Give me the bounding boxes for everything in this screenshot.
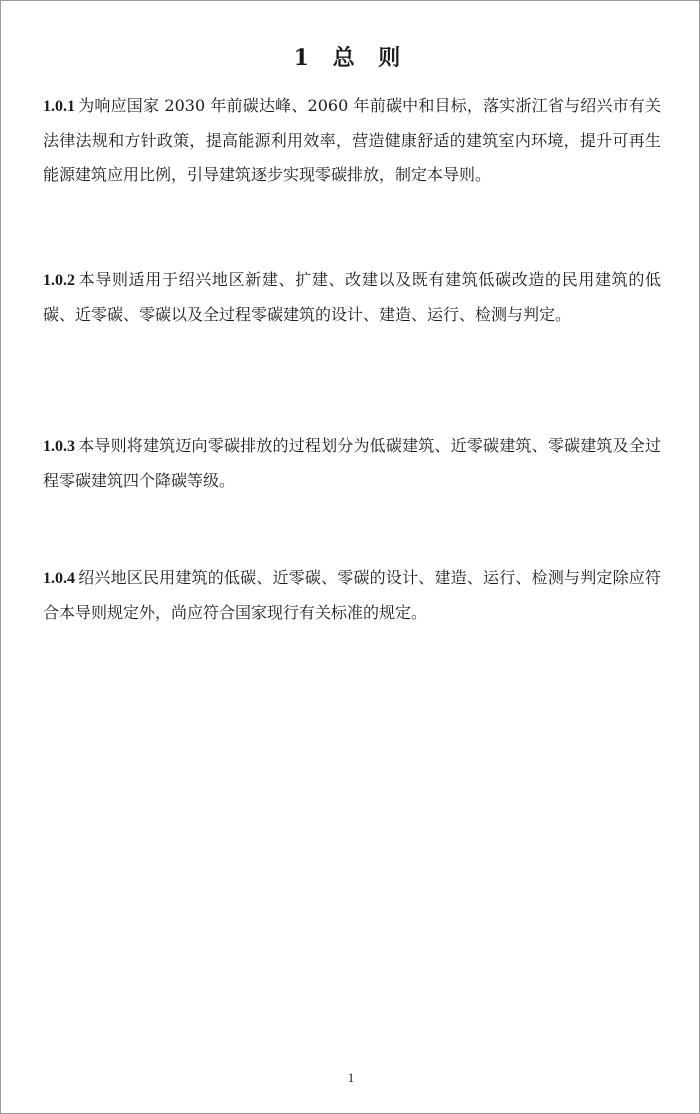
clause-1-0-3 <box>43 429 661 498</box>
clause-number: 1.0.4 <box>43 570 75 587</box>
clause-number: 1.0.1 <box>43 98 75 115</box>
clause-number: 1.0.2 <box>43 272 75 289</box>
chapter-title: 1 总 则 <box>293 45 409 71</box>
clause-text: 本导则适用于绍兴地区新建、扩建、改建以及既有建筑低碳改造的民用建筑的低碳、近零碳、零碳以及全过程零碳建筑的设计、建造、运行、检测与判定。 <box>43 270 661 324</box>
clause-1-0-2 <box>43 263 661 332</box>
clause-text: 为响应国家 2030 年前碳达峰、2060 年前碳中和目标，落实浙江省与绍兴市有关法律法规和方针政策，提高能源利用效率，营造健康舒适的建筑室内环境，提升可再生能源建筑应用比例，引导建筑逐步实现零碳排放，制定本导则。 <box>43 96 661 184</box>
clause-text: 绍兴地区民用建筑的低碳、近零碳、零碳的设计、建造、运行、检测与判定除应符合本导则规定外，尚应符合国家现行有关标准的规定。 <box>43 568 661 622</box>
clause-1-0-1 <box>43 89 661 192</box>
clause-number: 1.0.3 <box>43 438 75 455</box>
page-number: 1 <box>347 1070 355 1085</box>
clause-text: 本导则将建筑迈向零碳排放的过程划分为低碳建筑、近零碳建筑、零碳建筑及全过程零碳建筑四个降碳等级。 <box>43 436 661 490</box>
clause-1-0-4 <box>43 561 661 630</box>
